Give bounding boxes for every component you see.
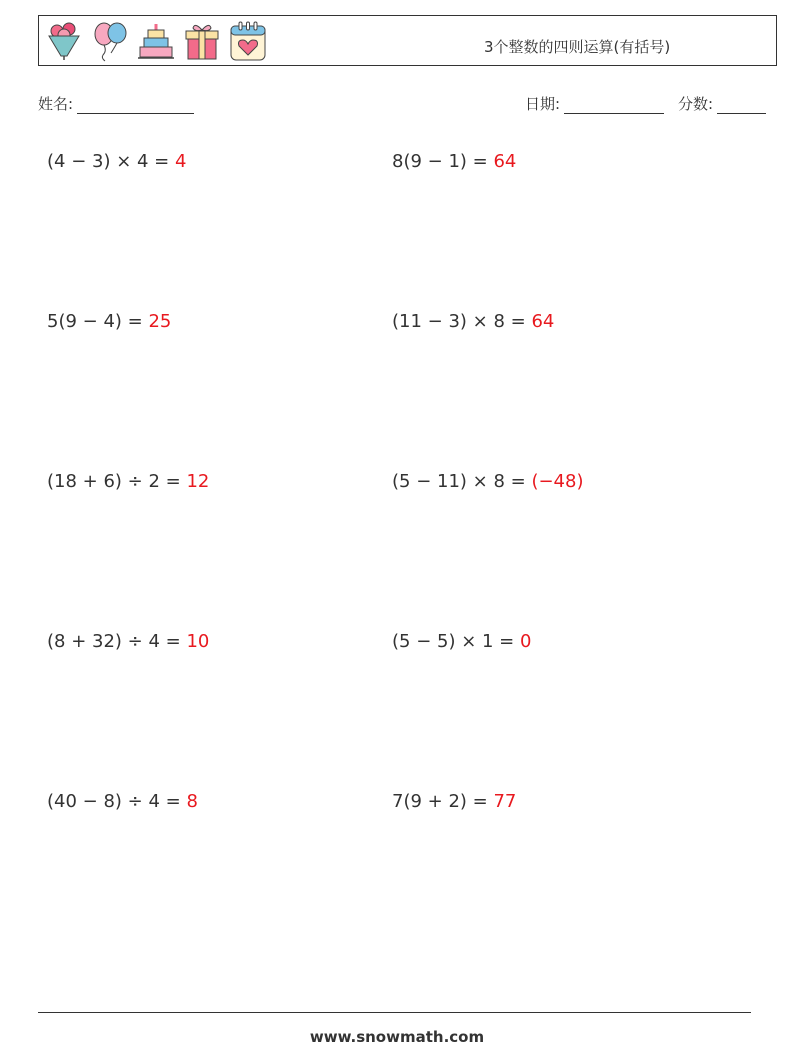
name-blank xyxy=(77,98,194,114)
problem-expression: (5 − 5) × 1 = xyxy=(392,631,520,652)
problem-answer: 4 xyxy=(174,151,187,172)
score-label: 分数: xyxy=(678,95,714,113)
problem-expression: (18 + 6) ÷ 2 = xyxy=(47,471,187,492)
problem-6 xyxy=(392,471,583,492)
problem-expression: (11 − 3) × 8 = xyxy=(392,311,532,332)
problem-answer: 64 xyxy=(493,151,517,172)
name-field xyxy=(38,93,194,114)
problem-expression: 7(9 + 2) = xyxy=(392,791,494,812)
problem-1 xyxy=(47,151,186,172)
cake-icon xyxy=(137,20,175,62)
problem-9 xyxy=(47,791,198,812)
problem-expression: 5(9 − 4) = xyxy=(47,311,149,332)
problem-10 xyxy=(392,791,516,812)
problem-answer: 77 xyxy=(493,791,517,812)
date-label: 日期: xyxy=(525,95,561,113)
date-blank xyxy=(564,98,664,114)
worksheet-title: 3个整数的四则运算(有括号) xyxy=(484,38,671,56)
balloons-icon xyxy=(91,20,129,62)
problem-7 xyxy=(47,631,209,652)
problem-expression: 8(9 − 1) = xyxy=(392,151,494,172)
problem-5 xyxy=(47,471,209,492)
gift-icon xyxy=(183,20,221,62)
icon-row xyxy=(45,20,267,62)
bouquet-icon xyxy=(45,20,83,62)
footer-divider xyxy=(38,1012,751,1013)
problem-expression: (8 + 32) ÷ 4 = xyxy=(47,631,187,652)
problem-2 xyxy=(392,151,516,172)
header-box xyxy=(38,15,777,66)
problem-answer: 0 xyxy=(519,631,532,652)
problem-4 xyxy=(392,311,554,332)
problem-expression: (40 − 8) ÷ 4 = xyxy=(47,791,187,812)
score-blank xyxy=(717,98,766,114)
problem-answer: 10 xyxy=(186,631,210,652)
problem-expression: (4 − 3) × 4 = xyxy=(47,151,175,172)
problem-answer: 64 xyxy=(531,311,555,332)
problem-3 xyxy=(47,311,171,332)
problem-answer: 8 xyxy=(186,791,198,812)
problem-8 xyxy=(392,631,531,652)
score-field xyxy=(678,93,766,114)
date-field xyxy=(525,93,664,114)
name-label: 姓名: xyxy=(38,95,74,113)
problem-answer: 25 xyxy=(148,311,172,332)
problem-expression: (5 − 11) × 8 = xyxy=(392,471,532,492)
problem-answer: 12 xyxy=(186,471,210,492)
calendar-heart-icon xyxy=(229,20,267,62)
problem-answer: (−48) xyxy=(531,471,584,492)
footer-url[interactable]: www.snowmath.com xyxy=(309,1028,485,1046)
